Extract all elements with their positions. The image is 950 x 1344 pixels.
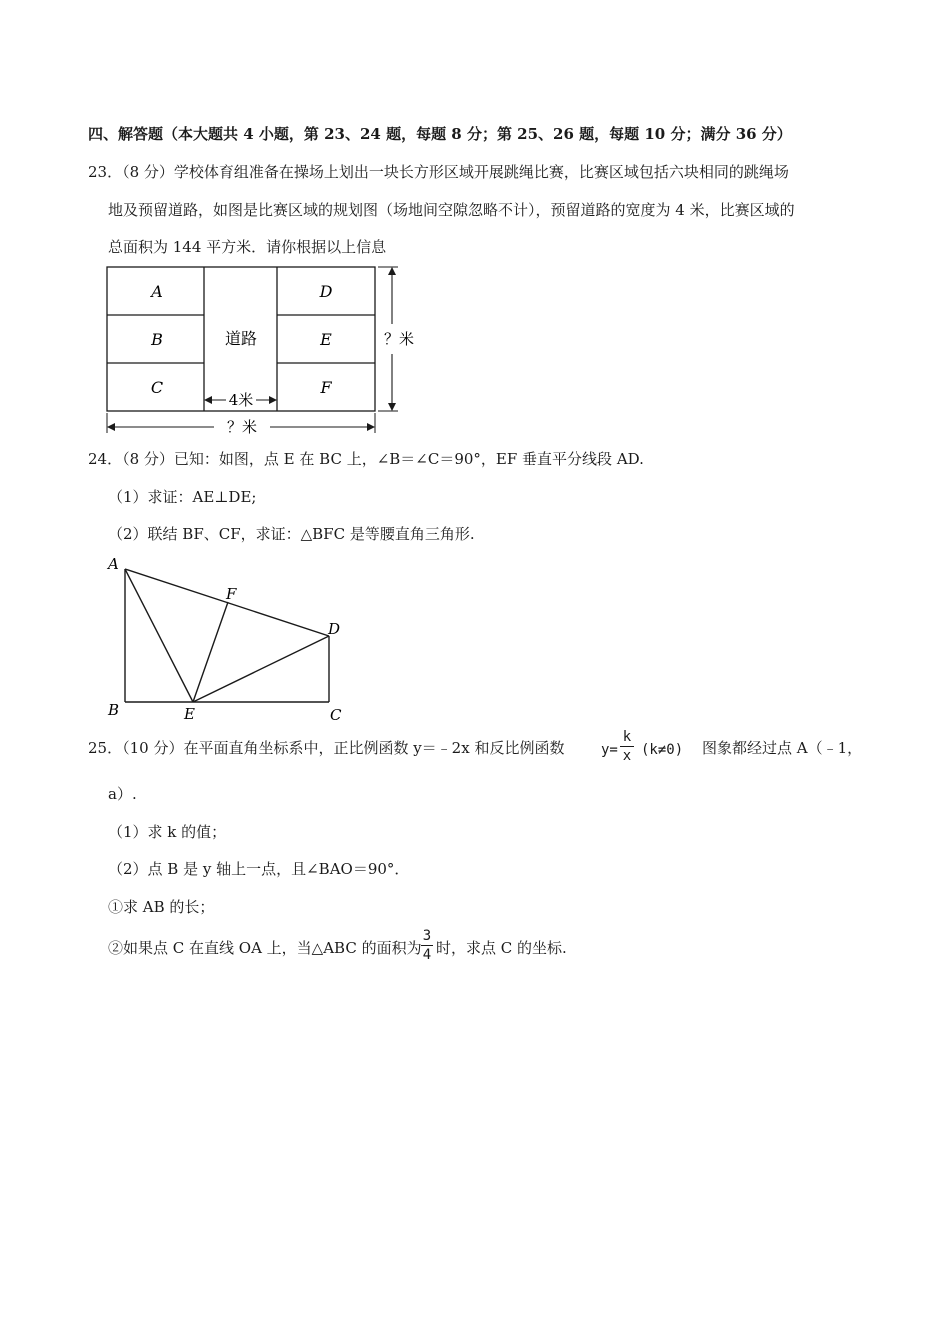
cell-label-c: C [150,378,164,397]
q23-field-diagram [102,262,422,442]
q25-line1-a: 25．（10 分）在平面直角坐标系中，正比例函数 y＝﹣2x 和反比例函数 [88,739,565,757]
vertex-label-e: E [184,705,195,723]
q24-line1: 24．（8 分）已知：如图，点 E 在 BC 上，∠B＝∠C＝90°，EF 垂直平分线段 AD. [88,450,644,468]
q25-area-fraction-bar [421,945,433,946]
vertex-label-c: C [330,706,342,724]
q25-line1-b: 图象都经过点 A（﹣1， [702,739,863,757]
q25-func-numerator: k [622,729,632,745]
q25-area-fraction [421,928,433,963]
q25-func-fraction-bar [620,746,634,747]
q25-part1: （1）求 k 的值； [108,823,227,841]
height-label: ？米 [384,330,415,348]
q24-part1: （1）求证：AE⊥DE; [108,488,257,506]
road-width-label: 4米 [228,391,254,409]
segment-ed [193,636,329,702]
q25-func-condition: (k≠0) [641,742,684,758]
q25-func-y: y= [601,742,618,758]
q25-area-numerator: 3 [422,928,432,944]
segment-ae [125,569,193,702]
vertex-label-d: D [328,620,341,638]
cell-label-e: E [320,330,332,349]
cell-label-d: D [319,282,333,301]
q23-line2: 地及预留道路，如图是比赛区域的规划图（场地间空隙忽略不计），预留道路的宽度为 4 米，比赛区域的 [108,201,795,219]
q24-geometry-figure [100,552,360,727]
q23-line3: 总面积为 144 平方米．请你根据以上信息 [108,238,387,256]
q25-area-denominator: 4 [422,947,432,963]
cell-label-a: A [151,282,163,301]
q25-func-denominator: x [622,748,632,764]
q25-func-fraction [620,729,634,764]
section-header: 四、解答题（本大题共 4 小题，第 23、24 题，每题 8 分；第 25、26 题，每题 10 分；满分 36 分） [88,125,792,143]
q25-part2: （2）点 B 是 y 轴上一点，且∠BAO＝90°． [108,860,410,878]
vertex-label-a: A [108,555,119,573]
q25-line2: a）. [108,785,137,803]
q23-line1: 23．（8 分）学校体育组准备在操场上划出一块长方形区域开展跳绳比赛，比赛区域包括六块相同的跳绳场 [88,163,789,181]
q25-sub1: ①求 AB 的长； [108,898,215,916]
vertex-label-f: F [226,585,237,603]
q24-part2: （2）联结 BF、CF，求证：△BFC 是等腰直角三角形. [108,525,475,543]
cell-label-f: F [320,378,332,397]
q25-sub2-b: 时，求点 C 的坐标. [436,939,567,957]
width-label: ？米 [226,418,258,436]
vertex-label-b: B [108,701,120,719]
cell-label-b: B [151,330,163,349]
road-label: 道路 [224,329,258,348]
q25-sub2-a: ②如果点 C 在直线 OA 上，当△ABC 的面积为 [108,939,422,957]
